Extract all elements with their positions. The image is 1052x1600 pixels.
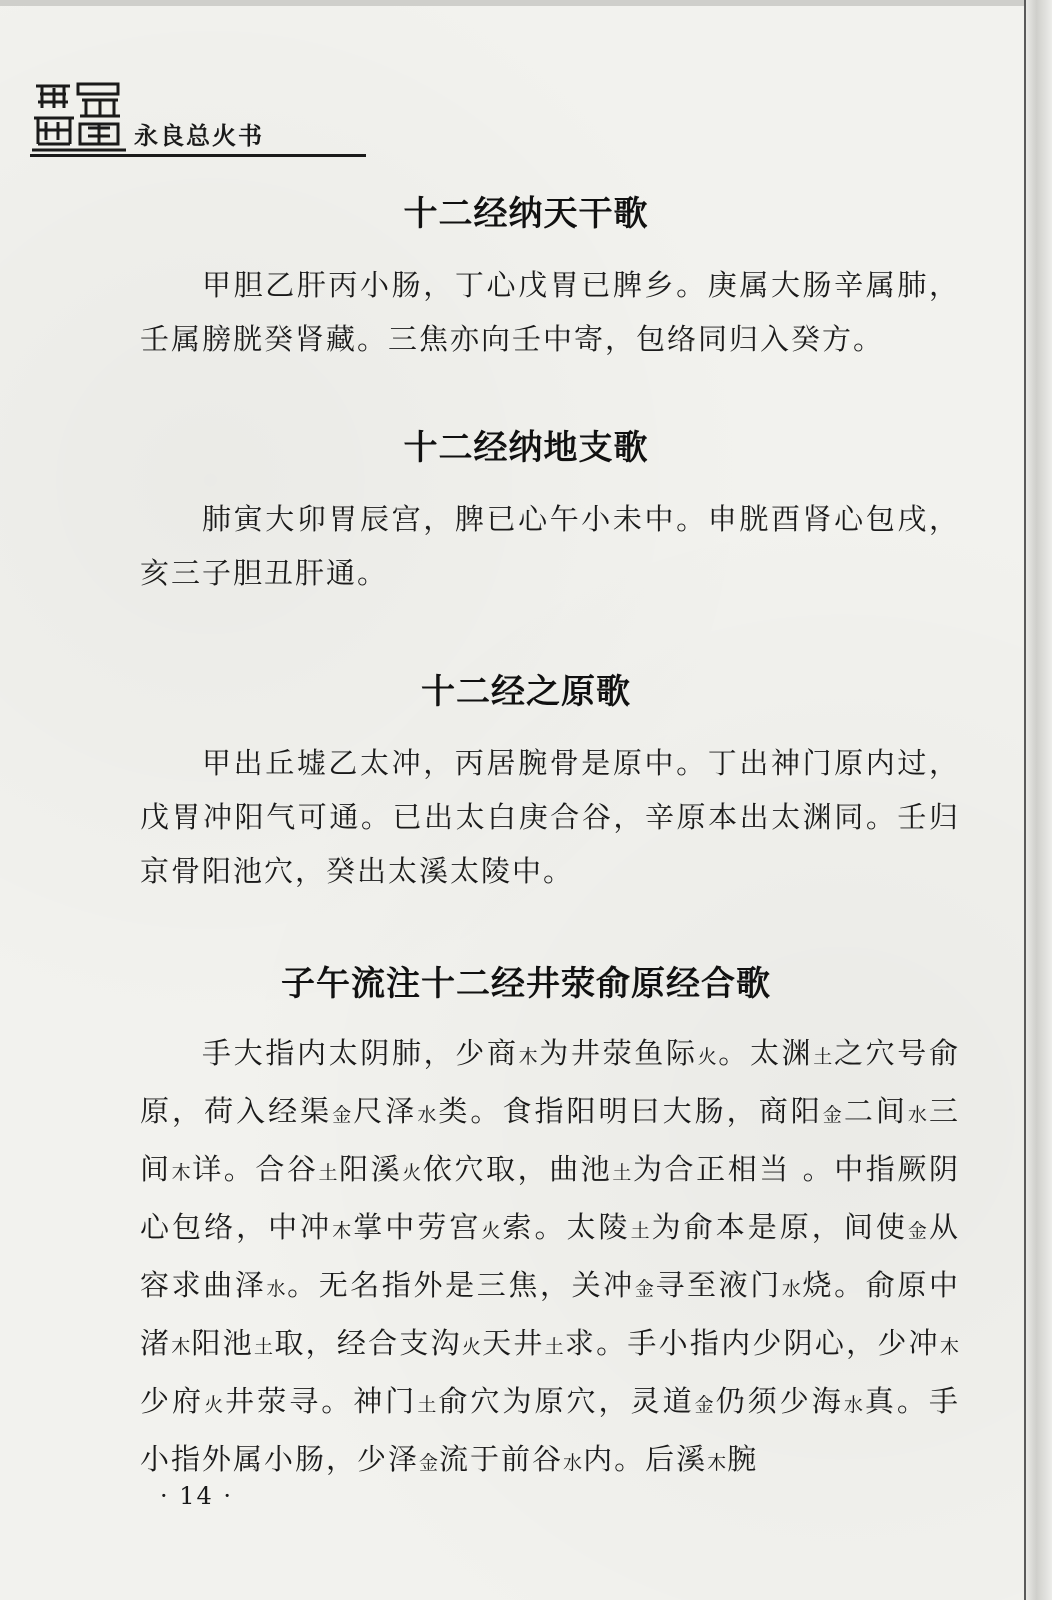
section-text-yuan: 甲出丘墟乙太冲，丙居腕骨是原中。丁出神门原内过，戊胃冲阳气可通。已出太白庚合谷，辛原本出太渊同。壬归京骨阳池穴，癸出太溪太陵中。 [140, 746, 960, 888]
top-page-edge [0, 0, 1052, 6]
element-annotation: 水 [907, 1104, 929, 1126]
section-title-dizhi: 十二经纳地支歌 [403, 428, 649, 468]
text-run: 之穴号俞原，荷入经渠 [140, 1036, 960, 1128]
element-annotation: 木 [518, 1046, 540, 1068]
header-rule [30, 154, 366, 157]
text-run: 腕 [727, 1442, 759, 1476]
text-run: 手大指内太阴肺，少商 [202, 1036, 519, 1070]
element-annotation: 水 [563, 1452, 584, 1474]
text-run: 阳溪 [339, 1152, 403, 1186]
element-annotation: 火 [697, 1046, 719, 1068]
section-title-ziwu-liuzhu: 子午流注十二经井荥俞原经合歌 [281, 964, 771, 1004]
element-annotation: 金 [332, 1104, 354, 1126]
text-run: 从容求曲泽 [140, 1210, 960, 1302]
element-annotation: 水 [843, 1394, 865, 1416]
element-annotation: 土 [813, 1046, 834, 1068]
text-run: 依穴取，曲池 [422, 1152, 613, 1186]
text-run: 为井荥鱼际 [539, 1036, 698, 1070]
element-annotation: 土 [318, 1162, 340, 1184]
text-run: 二间 [843, 1094, 908, 1128]
text-run: 三间 [140, 1094, 960, 1186]
text-run: 。无名指外是三焦，关冲 [287, 1268, 635, 1302]
section-text-ziwu-liuzhu [140, 1026, 960, 1490]
element-annotation: 木 [171, 1162, 193, 1184]
element-annotation: 木 [939, 1336, 960, 1358]
element-annotation: 土 [544, 1336, 565, 1358]
element-annotation: 金 [907, 1220, 929, 1242]
text-run: 天井 [482, 1326, 545, 1360]
text-run: 流于前谷 [439, 1442, 564, 1476]
text-run: 真。手小指外属小肠，少泽 [140, 1384, 960, 1476]
text-run: 井荥寻。神门 [225, 1384, 418, 1418]
element-annotation: 土 [630, 1220, 652, 1242]
text-run: 求。手小指内少阴心，少冲 [564, 1326, 940, 1360]
element-annotation: 金 [419, 1452, 440, 1474]
element-annotation: 水 [417, 1104, 439, 1126]
element-annotation: 土 [417, 1394, 439, 1416]
text-run: 俞穴为原穴，灵道 [438, 1384, 695, 1418]
seal-stamp-icon [30, 78, 128, 152]
text-run: 为合正相当 。中指厥阴心包络，中冲 [140, 1152, 960, 1244]
text-run: 取，经合支沟 [274, 1326, 462, 1360]
text-run: 少府 [140, 1384, 205, 1418]
element-annotation: 金 [694, 1394, 716, 1416]
text-run: 阳池 [191, 1326, 255, 1360]
page-number: · 14 · [160, 1482, 234, 1510]
section-title-yuan: 十二经之原歌 [421, 672, 631, 712]
element-annotation: 木 [332, 1220, 354, 1242]
element-annotation: 土 [254, 1336, 275, 1358]
element-annotation: 水 [266, 1278, 288, 1300]
text-run: 为俞本是原，间使 [651, 1210, 908, 1244]
running-title: 永良总火书 [134, 122, 264, 150]
book-spine-edge [1024, 0, 1052, 1600]
element-annotation: 火 [481, 1220, 503, 1242]
running-header [30, 78, 366, 162]
section-text-dizhi: 肺寅大卯胃辰宫，脾已心午小未中。申胱酉肾心包戌，亥三子胆丑肝通。 [140, 502, 960, 590]
text-run: 索。太陵 [502, 1210, 631, 1244]
text-run: 掌中劳宫 [353, 1210, 482, 1244]
element-annotation: 火 [204, 1394, 226, 1416]
element-annotation: 金 [634, 1278, 656, 1300]
element-annotation: 木 [171, 1336, 192, 1358]
section-text-tiangan: 甲胆乙肝丙小肠，丁心戊胃已脾乡。庚属大肠辛属肺，壬属膀胱癸肾藏。三焦亦向壬中寄，包络同归入癸方。 [140, 268, 960, 356]
text-run: 。太渊 [718, 1036, 814, 1070]
element-annotation: 金 [822, 1104, 844, 1126]
element-annotation: 水 [781, 1278, 803, 1300]
text-run: 详。合谷 [192, 1152, 319, 1186]
text-run: 烧。俞原中渚 [140, 1268, 960, 1360]
text-run: 类。食指阳明曰大肠，商阳 [438, 1094, 823, 1128]
element-annotation: 火 [402, 1162, 423, 1184]
element-annotation: 火 [461, 1336, 483, 1358]
text-run: 寻至液门 [655, 1268, 782, 1302]
text-run: 尺泽 [353, 1094, 418, 1128]
section-title-tiangan: 十二经纳天干歌 [403, 194, 649, 234]
element-annotation: 木 [707, 1452, 728, 1474]
text-run: 仍须少海 [715, 1384, 844, 1418]
element-annotation: 土 [612, 1162, 633, 1184]
text-run: 内。后溪 [583, 1442, 708, 1476]
